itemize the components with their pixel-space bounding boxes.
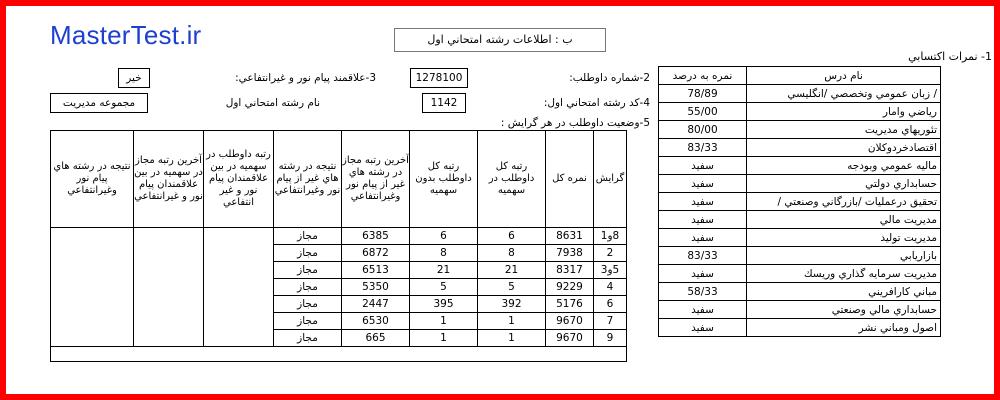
interest-label: 3-علاقمند پيام نور و غيرانتفاعي: xyxy=(235,72,376,84)
table-cell: 8631 xyxy=(546,228,594,245)
table-cell xyxy=(51,347,627,362)
table-cell: 5350 xyxy=(342,279,410,296)
table-cell: 6 xyxy=(410,228,478,245)
table-cell: مجاز xyxy=(274,245,342,262)
course-name: بازاريابي xyxy=(747,247,941,265)
course-percent: سفيد xyxy=(659,319,747,337)
col-header: رتبه داوطلب در سهميه در بين علاقمندان پيام نور و غير انتفاعي xyxy=(204,131,274,228)
participant-number-label: 2-شماره داوطلب: xyxy=(569,72,650,84)
table-cell: 6530 xyxy=(342,313,410,330)
course-percent: 55/00 xyxy=(659,103,747,121)
grades-header-row xyxy=(659,67,941,85)
course-name: مديريت مالي xyxy=(747,211,941,229)
table-row xyxy=(659,211,941,229)
interest-value: خير xyxy=(118,68,150,88)
table-cell: مجاز xyxy=(274,262,342,279)
course-percent: سفيد xyxy=(659,157,747,175)
course-name: تحقيق درعمليات /بازرگاني وصنعتي / xyxy=(747,193,941,211)
table-row xyxy=(659,103,941,121)
table-cell: 8 xyxy=(410,245,478,262)
table-cell: 6 xyxy=(594,296,627,313)
course-name: مديريت سرمايه گذاري وريسك xyxy=(747,265,941,283)
report-page xyxy=(6,6,994,394)
course-percent: 83/33 xyxy=(659,247,747,265)
exam-name-value: مجموعه مديريت xyxy=(50,93,148,113)
table-cell: 9 xyxy=(594,330,627,347)
grades-heading: 1- نمرات اكتسابي xyxy=(908,50,992,63)
table-row xyxy=(659,319,941,337)
table-cell: 1 xyxy=(410,330,478,347)
status-table xyxy=(50,130,627,362)
table-cell: 392 xyxy=(478,296,546,313)
table-cell xyxy=(134,228,204,347)
table-cell: 7938 xyxy=(546,245,594,262)
table-row xyxy=(659,157,941,175)
table-row xyxy=(659,85,941,103)
exam-code-value: 1142 xyxy=(422,93,466,113)
course-percent: 58/33 xyxy=(659,283,747,301)
col-header: نمره كل xyxy=(546,131,594,228)
col-header: نام درس xyxy=(747,67,941,85)
table-cell: مجاز xyxy=(274,330,342,347)
course-percent: سفيد xyxy=(659,301,747,319)
course-percent: 78/89 xyxy=(659,85,747,103)
course-name: اقتصادخردوكلان xyxy=(747,139,941,157)
table-cell: مجاز xyxy=(274,228,342,245)
table-cell: 6513 xyxy=(342,262,410,279)
grades-table xyxy=(658,66,941,337)
table-cell xyxy=(204,228,274,347)
col-header: آخرين رتبه مجاز در رشته هاي غير از پيام نور وغيرانتفاعي xyxy=(342,131,410,228)
table-cell: 2447 xyxy=(342,296,410,313)
table-cell: 665 xyxy=(342,330,410,347)
table-cell: 7 xyxy=(594,313,627,330)
course-percent: سفيد xyxy=(659,211,747,229)
status-label: 5-وضعيت داوطلب در هر گرايش : xyxy=(500,117,650,129)
table-cell xyxy=(51,228,134,347)
col-header: نمره به درصد xyxy=(659,67,747,85)
table-cell: 1 xyxy=(478,330,546,347)
table-row xyxy=(659,283,941,301)
table-cell: مجاز xyxy=(274,313,342,330)
section-title: ب : اطلاعات رشته امتحاني اول xyxy=(394,28,606,52)
table-row xyxy=(659,193,941,211)
course-name: حسابداري دولتي xyxy=(747,175,941,193)
table-cell: 5176 xyxy=(546,296,594,313)
course-name: مديريت توليد xyxy=(747,229,941,247)
table-cell: 5 xyxy=(478,279,546,296)
exam-name-label: نام رشته امتحاني اول xyxy=(225,97,320,109)
table-filler-row xyxy=(51,347,627,362)
table-cell: 9229 xyxy=(546,279,594,296)
course-name: تئوريهاي مديريت xyxy=(747,121,941,139)
course-percent: سفيد xyxy=(659,193,747,211)
course-name: مباني كارافريني xyxy=(747,283,941,301)
table-cell: 9670 xyxy=(546,313,594,330)
table-cell: 2 xyxy=(594,245,627,262)
course-percent: سفيد xyxy=(659,175,747,193)
col-header: نتيجه در رشته هاي غير از پيام نور وغيرانتفاعي xyxy=(274,131,342,228)
table-cell: 8317 xyxy=(546,262,594,279)
exam-code-label: 4-كد رشته امتحاني اول: xyxy=(543,97,650,109)
col-header: رتبه كل داوطلب در سهميه xyxy=(478,131,546,228)
col-header: گرايش xyxy=(594,131,627,228)
table-cell: 21 xyxy=(410,262,478,279)
table-row xyxy=(659,229,941,247)
table-row xyxy=(51,228,627,245)
table-cell: 1 xyxy=(410,313,478,330)
col-header: رتبه كل داوطلب بدون سهميه xyxy=(410,131,478,228)
table-row xyxy=(659,247,941,265)
table-cell: مجاز xyxy=(274,296,342,313)
table-row xyxy=(659,301,941,319)
table-cell: مجاز xyxy=(274,279,342,296)
table-cell: 8و1 xyxy=(594,228,627,245)
col-header: نتيجه در رشته هاي پيام نور وغيرانتفاعي xyxy=(51,131,134,228)
course-percent: سفيد xyxy=(659,265,747,283)
table-cell: 4 xyxy=(594,279,627,296)
table-cell: 1 xyxy=(478,313,546,330)
course-percent: سفيد xyxy=(659,229,747,247)
table-cell: 5 xyxy=(410,279,478,296)
table-cell: 21 xyxy=(478,262,546,279)
table-cell: 9670 xyxy=(546,330,594,347)
table-row xyxy=(659,265,941,283)
course-name: حسابداري مالي وصنعتي xyxy=(747,301,941,319)
course-percent: 83/33 xyxy=(659,139,747,157)
site-brand: MasterTest.ir xyxy=(50,20,202,50)
course-name: رياضي وامار xyxy=(747,103,941,121)
table-cell: 5و3 xyxy=(594,262,627,279)
table-row xyxy=(659,121,941,139)
table-cell: 6 xyxy=(478,228,546,245)
table-row xyxy=(659,139,941,157)
course-percent: 80/00 xyxy=(659,121,747,139)
table-cell: 6872 xyxy=(342,245,410,262)
course-name: / زبان عمومي وتخصصي /انگليسي xyxy=(747,85,941,103)
table-cell: 8 xyxy=(478,245,546,262)
course-name: ماليه عمومي وبودجه xyxy=(747,157,941,175)
table-row xyxy=(659,175,941,193)
col-header: آخرين رتبه مجاز در سهميه در بين علاقمندان پيام نور و غيرانتفاعي xyxy=(134,131,204,228)
table-cell: 6385 xyxy=(342,228,410,245)
status-header-row xyxy=(51,131,627,228)
participant-number-value: 1278100 xyxy=(410,68,468,88)
table-cell: 395 xyxy=(410,296,478,313)
course-name: اصول ومباني نشر xyxy=(747,319,941,337)
